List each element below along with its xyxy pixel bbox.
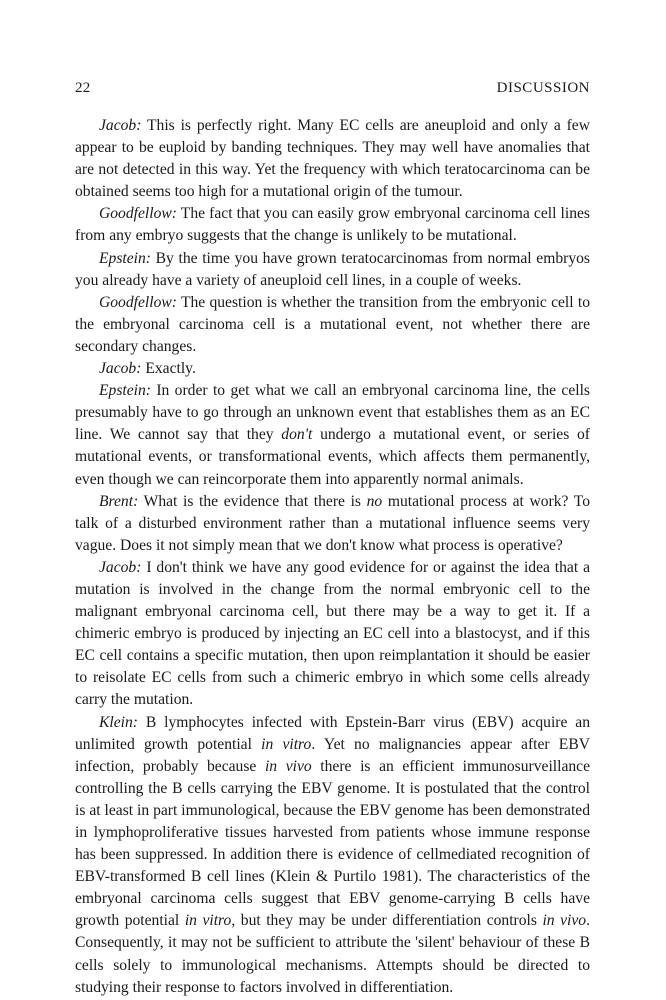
emphasis-text: don't xyxy=(281,426,313,444)
paragraph xyxy=(75,203,590,247)
speaker-name: Epstein: xyxy=(99,249,151,267)
emphasis-text: in vitro xyxy=(261,735,312,753)
speaker-name: Jacob: xyxy=(99,117,142,134)
speaker-name: Klein: xyxy=(99,713,138,731)
paragraph xyxy=(75,380,590,490)
paragraph-text: This is perfectly right. Many EC cells are aneuploid and only a few appear to be euploid by banding techniques. They may well have anomalies that are not detected in this way. Yet the frequency with which teratocarcinoma can be obtained seems too high for a mutational origin of the tumour. xyxy=(75,117,590,201)
emphasis-text: in vitro xyxy=(184,912,232,930)
paragraph-text: What is the evidence that there is xyxy=(138,492,367,510)
emphasis-text: no xyxy=(366,492,383,510)
paragraph-text: The fact that you can easily grow embryonal carcinoma cell lines from any embryo suggests that the change is unlikely to be mutational. xyxy=(75,205,590,245)
paragraph-text: . Consequently, it may not be sufficient to attribute the 'silent' behaviour of these B cells solely to immunological mechanisms. Attempts should be directed to studying their response to factors involved in differentiation. xyxy=(75,912,591,996)
paragraph-text: undergo a mutational event, or series of mutational events, or transformational events, which affects them permanently, even though we can reincorporate them into apparently normal animals. xyxy=(75,426,590,488)
paragraph-text: B lymphocytes infected with Epstein-Barr virus (EBV) acquire an unlimited growth potential xyxy=(75,713,590,753)
paragraph xyxy=(75,712,590,999)
paragraph-text: I don't think we have any good evidence for or against the idea that a mutation is involved in the change from the normal embryonic cell to the malignant embryonal carcinoma cell, but there may be a way to get it. If a chimeric embryo is produced by injecting an EC cell into a blastocyst, and if this EC cell contains a specific mutation, then upon reimplantation it should be easier to reisolate EC cells from such a chimeric embryo in which some cells already carry the mutation. xyxy=(75,558,590,709)
paragraph-text: . Yet no malignancies appear after EBV infection, probably because xyxy=(75,735,590,775)
speaker-name: Jacob: xyxy=(99,558,142,576)
speaker-name: Epstein: xyxy=(99,382,151,400)
paragraph xyxy=(75,358,590,380)
paragraph-text: there is an efficient immunosurveillance controlling the B cells carrying the EBV genome. It is postulated that the control is at least in part immunological, because the EBV genome has been demonstrated in lymphoproliferative tissues harvested from patients whose immune response has been suppressed. In addition there is evidence of cellmediated recognition of EBV-transformed B cell lines (Klein & Purtilo 1981). The characteristics of the embryonal carcinoma cells suggest that EBV genome-carrying B cells have growth potential xyxy=(75,757,591,930)
emphasis-text: in vivo xyxy=(542,912,587,930)
paragraph xyxy=(75,557,590,712)
speaker-name: Brent: xyxy=(99,492,139,510)
page-header xyxy=(75,80,590,100)
speaker-name: Goodfellow: xyxy=(99,293,177,311)
paragraph-text: , but they may be under differentiation controls xyxy=(231,912,543,930)
paragraph-text: In order to get what we call an embryonal carcinoma line, the cells presumably have to go through an unknown event that establishes them as an EC line. We cannot say that they xyxy=(75,382,590,444)
speaker-name: Jacob: xyxy=(99,360,142,378)
emphasis-text: in vivo xyxy=(264,757,312,775)
page-number: 22 xyxy=(75,80,91,96)
paragraph xyxy=(75,292,590,358)
paragraph-text: By the time you have grown teratocarcinomas from normal embryos you already have a variety of aneuploid cell lines, in a couple of weeks. xyxy=(75,249,590,289)
paragraph-text: mutational process at work? To talk of a disturbed environment rather than a mutational influence seems very vague. Does it not simply mean that we don't know what process is operative? xyxy=(75,492,591,554)
paragraph xyxy=(75,248,590,292)
discussion-text xyxy=(75,115,590,999)
paragraph-text: Exactly. xyxy=(141,360,196,378)
paragraph-text: The question is whether the transition from the embryonic cell to the embryonal carcinoma cell is a mutational event, not whether there are secondary changes. xyxy=(75,293,590,355)
running-head: DISCUSSION xyxy=(496,80,590,96)
paragraph xyxy=(75,491,590,557)
speaker-name: Goodfellow: xyxy=(99,205,177,223)
paragraph xyxy=(75,115,590,203)
